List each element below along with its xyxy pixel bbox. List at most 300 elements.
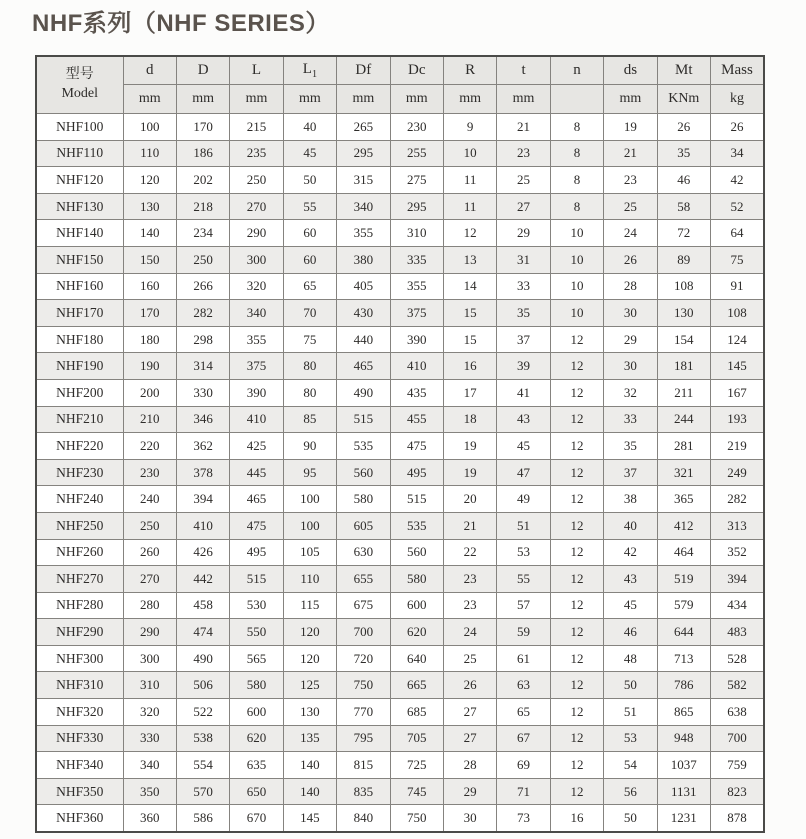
value-cell-R: 23 <box>443 592 496 619</box>
value-cell-L1: 85 <box>283 406 336 433</box>
table-row <box>36 433 764 460</box>
value-cell-t: 33 <box>497 273 550 300</box>
value-cell-L1: 120 <box>283 619 336 646</box>
value-cell-Dc: 375 <box>390 300 443 327</box>
value-cell-t: 61 <box>497 645 550 672</box>
table-row <box>36 592 764 619</box>
value-cell-Dc: 295 <box>390 193 443 220</box>
value-cell-Mt: 46 <box>657 167 710 194</box>
model-cell: NHF180 <box>36 326 123 353</box>
value-cell-ds: 30 <box>604 300 657 327</box>
value-cell-t: 71 <box>497 778 550 805</box>
table-row <box>36 672 764 699</box>
value-cell-Mt: 211 <box>657 379 710 406</box>
value-cell-D: 202 <box>176 167 229 194</box>
value-cell-d: 130 <box>123 193 176 220</box>
col-header-Mass: Mass <box>710 56 764 85</box>
unit-header-Mt: KNm <box>657 85 710 114</box>
col-header-n: n <box>550 56 603 85</box>
value-cell-Mass: 823 <box>710 778 764 805</box>
value-cell-Mt: 713 <box>657 645 710 672</box>
col-header-L1: $L_1$ <box>283 56 336 85</box>
value-cell-Df: 720 <box>337 645 390 672</box>
value-cell-ds: 25 <box>604 193 657 220</box>
value-cell-L: 530 <box>230 592 283 619</box>
value-cell-Dc: 355 <box>390 273 443 300</box>
value-cell-Df: 490 <box>337 379 390 406</box>
value-cell-n: 12 <box>550 406 603 433</box>
value-cell-ds: 40 <box>604 512 657 539</box>
value-cell-Mt: 519 <box>657 566 710 593</box>
table-row <box>36 193 764 220</box>
value-cell-R: 12 <box>443 220 496 247</box>
value-cell-Mt: 579 <box>657 592 710 619</box>
value-cell-L1: 125 <box>283 672 336 699</box>
value-cell-L: 425 <box>230 433 283 460</box>
value-cell-ds: 46 <box>604 619 657 646</box>
value-cell-Mass: 638 <box>710 699 764 726</box>
value-cell-Mass: 483 <box>710 619 764 646</box>
value-cell-t: 35 <box>497 300 550 327</box>
model-cell: NHF330 <box>36 725 123 752</box>
model-cell: NHF120 <box>36 167 123 194</box>
value-cell-Dc: 335 <box>390 246 443 273</box>
value-cell-D: 474 <box>176 619 229 646</box>
value-cell-Dc: 275 <box>390 167 443 194</box>
value-cell-L: 235 <box>230 140 283 167</box>
value-cell-D: 458 <box>176 592 229 619</box>
value-cell-ds: 23 <box>604 167 657 194</box>
value-cell-d: 110 <box>123 140 176 167</box>
value-cell-ds: 45 <box>604 592 657 619</box>
value-cell-n: 12 <box>550 379 603 406</box>
value-cell-L1: 100 <box>283 486 336 513</box>
table-row <box>36 114 764 141</box>
value-cell-t: 39 <box>497 353 550 380</box>
value-cell-n: 8 <box>550 193 603 220</box>
value-cell-D: 378 <box>176 459 229 486</box>
value-cell-D: 410 <box>176 512 229 539</box>
value-cell-Df: 535 <box>337 433 390 460</box>
value-cell-Mass: 219 <box>710 433 764 460</box>
value-cell-R: 19 <box>443 433 496 460</box>
value-cell-Mass: 313 <box>710 512 764 539</box>
model-cell: NHF100 <box>36 114 123 141</box>
value-cell-L: 410 <box>230 406 283 433</box>
value-cell-d: 340 <box>123 752 176 779</box>
value-cell-Mt: 26 <box>657 114 710 141</box>
value-cell-t: 27 <box>497 193 550 220</box>
value-cell-t: 31 <box>497 246 550 273</box>
value-cell-d: 120 <box>123 167 176 194</box>
col-header-t: t <box>497 56 550 85</box>
value-cell-D: 506 <box>176 672 229 699</box>
value-cell-d: 180 <box>123 326 176 353</box>
model-cell: NHF110 <box>36 140 123 167</box>
value-cell-Mass: 108 <box>710 300 764 327</box>
value-cell-L: 515 <box>230 566 283 593</box>
value-cell-ds: 51 <box>604 699 657 726</box>
value-cell-R: 22 <box>443 539 496 566</box>
value-cell-L: 270 <box>230 193 283 220</box>
value-cell-R: 24 <box>443 619 496 646</box>
value-cell-d: 190 <box>123 353 176 380</box>
value-cell-Mass: 249 <box>710 459 764 486</box>
value-cell-L: 390 <box>230 379 283 406</box>
value-cell-Dc: 435 <box>390 379 443 406</box>
value-cell-L1: 145 <box>283 805 336 832</box>
spec-table-container <box>35 55 765 833</box>
value-cell-ds: 54 <box>604 752 657 779</box>
value-cell-Mt: 89 <box>657 246 710 273</box>
value-cell-Mt: 644 <box>657 619 710 646</box>
value-cell-ds: 50 <box>604 805 657 832</box>
value-cell-d: 290 <box>123 619 176 646</box>
value-cell-D: 554 <box>176 752 229 779</box>
table-row <box>36 140 764 167</box>
value-cell-n: 16 <box>550 805 603 832</box>
value-cell-d: 360 <box>123 805 176 832</box>
value-cell-ds: 29 <box>604 326 657 353</box>
value-cell-Mt: 865 <box>657 699 710 726</box>
value-cell-d: 160 <box>123 273 176 300</box>
value-cell-d: 230 <box>123 459 176 486</box>
value-cell-D: 394 <box>176 486 229 513</box>
value-cell-n: 12 <box>550 353 603 380</box>
value-cell-d: 150 <box>123 246 176 273</box>
model-cell: NHF170 <box>36 300 123 327</box>
table-row <box>36 645 764 672</box>
value-cell-L1: 100 <box>283 512 336 539</box>
value-cell-Df: 560 <box>337 459 390 486</box>
value-cell-D: 362 <box>176 433 229 460</box>
value-cell-d: 250 <box>123 512 176 539</box>
table-row <box>36 379 764 406</box>
value-cell-t: 59 <box>497 619 550 646</box>
value-cell-Df: 430 <box>337 300 390 327</box>
value-cell-Dc: 535 <box>390 512 443 539</box>
unit-header-L1: mm <box>283 85 336 114</box>
table-row <box>36 220 764 247</box>
value-cell-L: 300 <box>230 246 283 273</box>
model-cell: NHF210 <box>36 406 123 433</box>
value-cell-L1: 135 <box>283 725 336 752</box>
value-cell-Df: 355 <box>337 220 390 247</box>
value-cell-L: 635 <box>230 752 283 779</box>
col-header-R: R <box>443 56 496 85</box>
value-cell-n: 12 <box>550 619 603 646</box>
value-cell-L: 565 <box>230 645 283 672</box>
value-cell-Mass: 759 <box>710 752 764 779</box>
value-cell-Df: 515 <box>337 406 390 433</box>
value-cell-D: 282 <box>176 300 229 327</box>
value-cell-Dc: 455 <box>390 406 443 433</box>
value-cell-Mass: 193 <box>710 406 764 433</box>
value-cell-Df: 380 <box>337 246 390 273</box>
value-cell-t: 29 <box>497 220 550 247</box>
value-cell-t: 65 <box>497 699 550 726</box>
model-cell: NHF250 <box>36 512 123 539</box>
table-row <box>36 619 764 646</box>
value-cell-Mass: 582 <box>710 672 764 699</box>
value-cell-Mass: 528 <box>710 645 764 672</box>
value-cell-n: 8 <box>550 114 603 141</box>
value-cell-t: 73 <box>497 805 550 832</box>
value-cell-t: 43 <box>497 406 550 433</box>
spec-table <box>35 55 765 833</box>
value-cell-n: 12 <box>550 486 603 513</box>
value-cell-Mass: 52 <box>710 193 764 220</box>
value-cell-R: 17 <box>443 379 496 406</box>
value-cell-Mass: 700 <box>710 725 764 752</box>
value-cell-ds: 33 <box>604 406 657 433</box>
value-cell-Mass: 352 <box>710 539 764 566</box>
table-row <box>36 167 764 194</box>
table-row <box>36 566 764 593</box>
model-cell: NHF300 <box>36 645 123 672</box>
value-cell-t: 51 <box>497 512 550 539</box>
value-cell-Df: 315 <box>337 167 390 194</box>
value-cell-ds: 48 <box>604 645 657 672</box>
model-cell: NHF160 <box>36 273 123 300</box>
value-cell-Mass: 434 <box>710 592 764 619</box>
value-cell-L1: 50 <box>283 167 336 194</box>
value-cell-L1: 80 <box>283 379 336 406</box>
value-cell-Df: 750 <box>337 672 390 699</box>
value-cell-Mass: 42 <box>710 167 764 194</box>
value-cell-Dc: 410 <box>390 353 443 380</box>
value-cell-Mt: 58 <box>657 193 710 220</box>
value-cell-Mass: 64 <box>710 220 764 247</box>
value-cell-n: 12 <box>550 433 603 460</box>
value-cell-R: 15 <box>443 300 496 327</box>
value-cell-n: 12 <box>550 725 603 752</box>
value-cell-L: 375 <box>230 353 283 380</box>
unit-header-Dc: mm <box>390 85 443 114</box>
value-cell-n: 12 <box>550 512 603 539</box>
value-cell-D: 234 <box>176 220 229 247</box>
value-cell-L: 445 <box>230 459 283 486</box>
value-cell-D: 426 <box>176 539 229 566</box>
value-cell-L: 620 <box>230 725 283 752</box>
unit-header-R: mm <box>443 85 496 114</box>
value-cell-Dc: 620 <box>390 619 443 646</box>
table-row <box>36 512 764 539</box>
value-cell-d: 220 <box>123 433 176 460</box>
value-cell-R: 19 <box>443 459 496 486</box>
col-header-d: d <box>123 56 176 85</box>
value-cell-L: 250 <box>230 167 283 194</box>
model-cell: NHF230 <box>36 459 123 486</box>
value-cell-n: 8 <box>550 167 603 194</box>
value-cell-D: 218 <box>176 193 229 220</box>
value-cell-L1: 75 <box>283 326 336 353</box>
value-cell-n: 12 <box>550 672 603 699</box>
value-cell-n: 12 <box>550 539 603 566</box>
value-cell-R: 29 <box>443 778 496 805</box>
value-cell-Dc: 515 <box>390 486 443 513</box>
value-cell-d: 170 <box>123 300 176 327</box>
value-cell-t: 49 <box>497 486 550 513</box>
table-row <box>36 246 764 273</box>
value-cell-d: 210 <box>123 406 176 433</box>
col-header-Df: Df <box>337 56 390 85</box>
value-cell-R: 28 <box>443 752 496 779</box>
value-cell-Dc: 310 <box>390 220 443 247</box>
value-cell-D: 266 <box>176 273 229 300</box>
value-cell-d: 200 <box>123 379 176 406</box>
value-cell-ds: 24 <box>604 220 657 247</box>
value-cell-L1: 80 <box>283 353 336 380</box>
table-row <box>36 459 764 486</box>
value-cell-Df: 580 <box>337 486 390 513</box>
value-cell-R: 13 <box>443 246 496 273</box>
value-cell-ds: 56 <box>604 778 657 805</box>
value-cell-R: 27 <box>443 699 496 726</box>
value-cell-t: 41 <box>497 379 550 406</box>
col-header-Mt: Mt <box>657 56 710 85</box>
value-cell-n: 12 <box>550 752 603 779</box>
value-cell-R: 11 <box>443 193 496 220</box>
value-cell-Mt: 108 <box>657 273 710 300</box>
value-cell-t: 23 <box>497 140 550 167</box>
unit-header-t: mm <box>497 85 550 114</box>
value-cell-Df: 655 <box>337 566 390 593</box>
value-cell-t: 57 <box>497 592 550 619</box>
value-cell-d: 260 <box>123 539 176 566</box>
value-cell-ds: 37 <box>604 459 657 486</box>
value-cell-d: 330 <box>123 725 176 752</box>
model-cell: NHF360 <box>36 805 123 832</box>
value-cell-ds: 26 <box>604 246 657 273</box>
model-cell: NHF260 <box>36 539 123 566</box>
value-cell-n: 12 <box>550 645 603 672</box>
value-cell-L: 650 <box>230 778 283 805</box>
value-cell-L: 340 <box>230 300 283 327</box>
value-cell-L1: 130 <box>283 699 336 726</box>
value-cell-L: 320 <box>230 273 283 300</box>
value-cell-n: 12 <box>550 566 603 593</box>
value-cell-Dc: 685 <box>390 699 443 726</box>
unit-header-ds: mm <box>604 85 657 114</box>
value-cell-L1: 110 <box>283 566 336 593</box>
value-cell-R: 20 <box>443 486 496 513</box>
unit-header-L: mm <box>230 85 283 114</box>
value-cell-n: 12 <box>550 592 603 619</box>
table-row <box>36 300 764 327</box>
value-cell-Df: 605 <box>337 512 390 539</box>
value-cell-Mt: 1231 <box>657 805 710 832</box>
value-cell-Mt: 1131 <box>657 778 710 805</box>
value-cell-n: 12 <box>550 326 603 353</box>
page-title: NHF系列（NHF SERIES） <box>32 10 330 37</box>
value-cell-ds: 43 <box>604 566 657 593</box>
value-cell-ds: 30 <box>604 353 657 380</box>
value-cell-L: 475 <box>230 512 283 539</box>
value-cell-Mt: 412 <box>657 512 710 539</box>
value-cell-D: 330 <box>176 379 229 406</box>
model-cell: NHF140 <box>36 220 123 247</box>
value-cell-D: 314 <box>176 353 229 380</box>
value-cell-Df: 840 <box>337 805 390 832</box>
value-cell-L1: 60 <box>283 246 336 273</box>
value-cell-D: 186 <box>176 140 229 167</box>
value-cell-Mt: 154 <box>657 326 710 353</box>
value-cell-d: 320 <box>123 699 176 726</box>
value-cell-Dc: 665 <box>390 672 443 699</box>
value-cell-ds: 28 <box>604 273 657 300</box>
value-cell-Df: 465 <box>337 353 390 380</box>
value-cell-n: 10 <box>550 246 603 273</box>
value-cell-Mass: 282 <box>710 486 764 513</box>
value-cell-R: 21 <box>443 512 496 539</box>
value-cell-d: 270 <box>123 566 176 593</box>
value-cell-d: 280 <box>123 592 176 619</box>
value-cell-ds: 42 <box>604 539 657 566</box>
value-cell-ds: 32 <box>604 379 657 406</box>
value-cell-L1: 140 <box>283 778 336 805</box>
value-cell-ds: 38 <box>604 486 657 513</box>
value-cell-R: 27 <box>443 725 496 752</box>
value-cell-R: 11 <box>443 167 496 194</box>
value-cell-L: 580 <box>230 672 283 699</box>
model-column-header: 型号 Model <box>36 56 123 114</box>
table-row <box>36 273 764 300</box>
value-cell-n: 8 <box>550 140 603 167</box>
value-cell-t: 69 <box>497 752 550 779</box>
value-cell-R: 15 <box>443 326 496 353</box>
value-cell-D: 490 <box>176 645 229 672</box>
value-cell-L1: 95 <box>283 459 336 486</box>
value-cell-Df: 295 <box>337 140 390 167</box>
value-cell-Mt: 948 <box>657 725 710 752</box>
value-cell-Dc: 745 <box>390 778 443 805</box>
value-cell-Mt: 281 <box>657 433 710 460</box>
value-cell-Df: 440 <box>337 326 390 353</box>
value-cell-Dc: 495 <box>390 459 443 486</box>
value-cell-t: 37 <box>497 326 550 353</box>
unit-header-d: mm <box>123 85 176 114</box>
value-cell-D: 570 <box>176 778 229 805</box>
col-header-Dc: Dc <box>390 56 443 85</box>
value-cell-Mt: 72 <box>657 220 710 247</box>
value-cell-Mt: 244 <box>657 406 710 433</box>
value-cell-Dc: 725 <box>390 752 443 779</box>
col-header-L: L <box>230 56 283 85</box>
model-cell: NHF280 <box>36 592 123 619</box>
value-cell-Df: 630 <box>337 539 390 566</box>
value-cell-Mt: 130 <box>657 300 710 327</box>
value-cell-L1: 40 <box>283 114 336 141</box>
value-cell-R: 9 <box>443 114 496 141</box>
value-cell-Mt: 365 <box>657 486 710 513</box>
value-cell-d: 300 <box>123 645 176 672</box>
value-cell-L1: 60 <box>283 220 336 247</box>
value-cell-ds: 35 <box>604 433 657 460</box>
value-cell-R: 23 <box>443 566 496 593</box>
value-cell-L1: 55 <box>283 193 336 220</box>
value-cell-Df: 340 <box>337 193 390 220</box>
value-cell-Df: 815 <box>337 752 390 779</box>
value-cell-t: 63 <box>497 672 550 699</box>
value-cell-Dc: 560 <box>390 539 443 566</box>
value-cell-Df: 700 <box>337 619 390 646</box>
table-row <box>36 326 764 353</box>
value-cell-Mass: 878 <box>710 805 764 832</box>
value-cell-Mt: 1037 <box>657 752 710 779</box>
unit-header-Mass: kg <box>710 85 764 114</box>
value-cell-Dc: 750 <box>390 805 443 832</box>
